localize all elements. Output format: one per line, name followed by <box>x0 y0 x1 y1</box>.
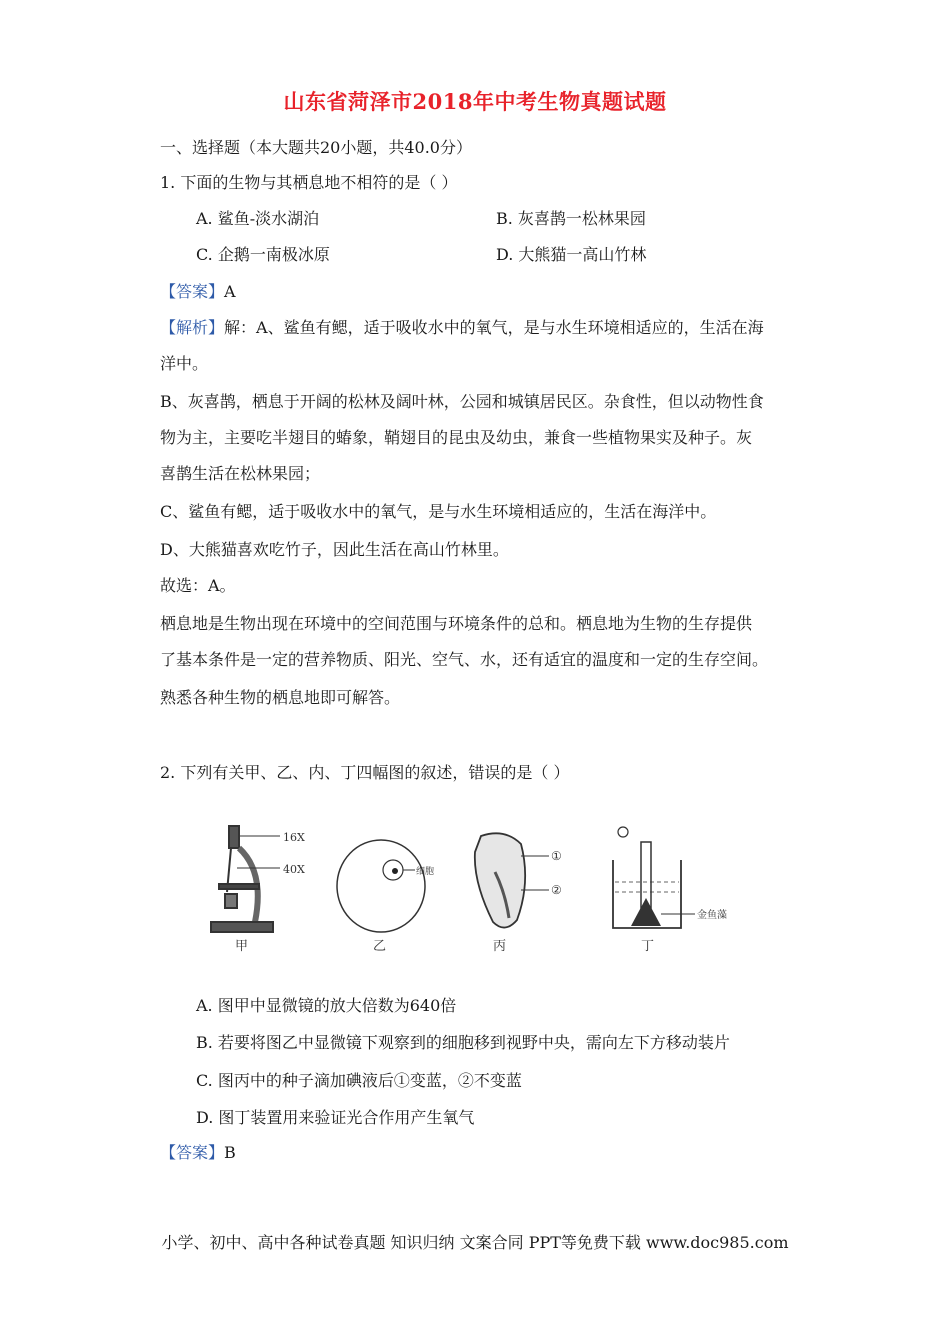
beaker-diagram <box>613 827 695 928</box>
q1-answer <box>160 281 236 303</box>
answer-value: A <box>224 282 236 301</box>
analysis-line: 物为主，主要吃半翅目的蝽象，鞘翅目的昆虫及幼虫，兼食一些植物果实及种子。灰 <box>160 428 753 447</box>
analysis-text: 解：A、鲨鱼有鳃，适于吸收水中的氧气，是与水生环境相适应的，生活在海 <box>224 318 764 337</box>
analysis-line: C、鲨鱼有鳃，适于吸收水中的氧气，是与水生环境相适应的，生活在海洋中。 <box>160 502 717 521</box>
seed-mark-1: ① <box>551 849 562 863</box>
q1-option-b: B. 灰喜鹊一松林果园 <box>496 209 646 228</box>
q1-stem: 1. 下面的生物与其栖息地不相符的是（ ） <box>160 173 458 192</box>
page-title: 山东省菏泽市2018年中考生物真题试题 <box>283 89 667 114</box>
corn-seed-diagram <box>475 833 549 927</box>
q1-option-c: C. 企鹅一南极冰原 <box>196 245 330 264</box>
cell-label: 细胞 <box>416 867 435 877</box>
eyepiece-label: 16X <box>283 831 305 844</box>
analysis-line: 熟悉各种生物的栖息地即可解答。 <box>160 688 401 707</box>
q1-analysis-first <box>160 317 764 339</box>
seed-mark-2: ② <box>551 883 562 897</box>
caption-bing: 丙 <box>493 939 507 954</box>
caption-yi: 乙 <box>373 939 387 954</box>
q2-option-b: B. 若要将图乙中显微镜下观察到的细胞移到视野中央，需向左下方移动装片 <box>196 1033 730 1052</box>
caption-ding: 丁 <box>641 939 655 954</box>
analysis-line: 栖息地是生物出现在环境中的空间范围与环境条件的总和。栖息地为生物的生存提供 <box>160 614 753 633</box>
analysis-line: 洋中。 <box>160 354 209 373</box>
q2-option-d: D. 图丁装置用来验证光合作用产生氧气 <box>196 1108 475 1127</box>
q2-answer <box>160 1142 236 1164</box>
q2-figure <box>205 822 765 962</box>
page-footer: 小学、初中、高中各种试卷真题 知识归纳 文案合同 PPT等免费下载 www.doc985.com <box>161 1233 789 1252</box>
analysis-line: 了基本条件是一定的营养物质、阳光、空气、水，还有适宜的温度和一定的生存空间。 <box>160 650 769 669</box>
analysis-tag: 【解析】 <box>160 318 225 337</box>
q1-option-a: A. 鲨鱼-淡水湖泊 <box>196 209 320 228</box>
answer-tag: 【答案】 <box>160 282 225 301</box>
q2-stem: 2. 下列有关甲、乙、内、丁四幅图的叙述，错误的是（ ） <box>160 763 570 782</box>
section-heading: 一、选择题（本大题共20小题，共40.0分） <box>160 138 472 157</box>
plant-label: 金鱼藻 <box>697 910 727 921</box>
analysis-line: 喜鹊生活在松林果园； <box>160 464 321 483</box>
caption-jia: 甲 <box>235 939 249 954</box>
microscope-diagram <box>211 826 280 932</box>
q2-option-a: A. 图甲中显微镜的放大倍数为640倍 <box>196 996 457 1015</box>
analysis-line: 故选：A。 <box>160 576 236 595</box>
analysis-line: D、大熊猫喜欢吃竹子，因此生活在高山竹林里。 <box>160 540 509 559</box>
answer-value: B <box>224 1143 236 1162</box>
q2-option-c: C. 图丙中的种子滴加碘液后①变蓝，②不变蓝 <box>196 1071 522 1090</box>
field-of-view-diagram <box>337 840 425 932</box>
q1-option-d: D. 大熊猫一高山竹林 <box>496 245 647 264</box>
objective-label: 40X <box>283 863 305 876</box>
analysis-line: B、灰喜鹊，栖息于开阔的松林及阔叶林，公园和城镇居民区。杂食性，但以动物性食 <box>160 392 764 411</box>
answer-tag: 【答案】 <box>160 1143 225 1162</box>
